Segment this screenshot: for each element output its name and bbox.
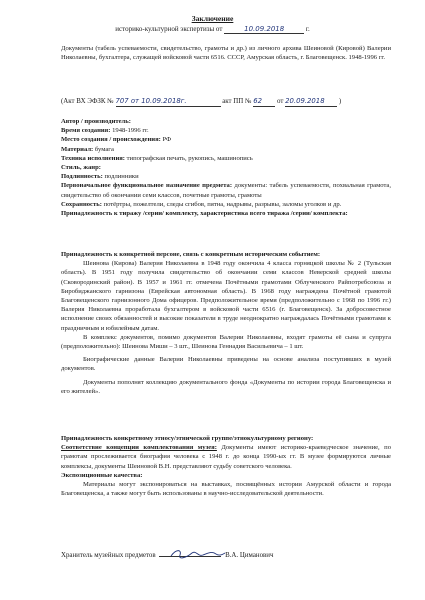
act-value-field [116,97,221,107]
act-app-of: от [277,98,284,105]
act-line [61,97,391,107]
act-value: 707 от 10.09.2018г. [115,97,187,105]
act-app-number: 62 [253,97,263,105]
fields-block [61,117,391,218]
field-material: Материал: бумага [61,145,114,153]
document-title: Заключение [191,14,234,23]
expertise-prefix: историко-культурной экспертизы от [115,25,223,33]
handwritten-signature [168,546,228,562]
person-paragraph-4: Документы пополнят коллекцию документального фонда «Документы по истории города Благовещенска и его жителей». [61,378,391,395]
field-style: Стиль, жанр: [61,164,101,172]
person-section [61,250,391,396]
intro-paragraph: Документы (табель успеваемости, свидетельство, грамоты и др.) из личного архива Шеиновой (Кировой) Валерии Николаевны, бухгалтера, служащей войсковой части 6516. СССР, Амурская область, г. Благовещенск. 1948-1996 гг. [61,45,391,62]
field-authenticity: Подлинность: подлинники [61,173,139,181]
field-compliance: Соответствие концепции комплектования музея: Документы имеют историко-краеведческое значение, по грамотам прослеживается биография человека с 1948 г. до конца 1990-ых гг. В музее формируются личные комплексы, документы Шеиновой В.Н. представляют судьбу советского человека. [61,444,391,470]
field-ethno: Принадлежность конкретному этносу/этнической группе/этнокультурному региону: [61,435,314,442]
act-app-date: 20.09.2018 [285,97,325,105]
expertise-date: 10.09.2018 [244,25,285,33]
expertise-line [0,25,425,34]
signature-name: В.А. Циманович [225,552,274,559]
field-condition: Сохранность: потёртры, пожелтели, следы сгибов, пятна, надрывы, разрывы, заломы уголков и др. [61,200,342,208]
act-app-date-field [285,97,337,107]
expertise-suffix: г. [305,25,310,33]
act-suffix: ) [338,98,342,105]
exposition-heading: Экспозиционные качества: [61,471,143,479]
expertise-date-field [224,25,304,34]
act-app-number-field [253,97,275,107]
museum-section [61,434,391,498]
field-purpose: Первоначальное функциональное назначение предмета: документы: табель успеваемости, похвальная грамота, свидетельство об окончании семи классов, почетные грамоты, грамоты [61,182,392,199]
act-prefix: (Акт ВХ ЭФЗК № [61,98,114,105]
field-author: Автор / производитель: [61,118,131,125]
field-edition: Принадлежность к тиражу /серии/ комплекту, характеристика всего тиража /серии/ комплекта: [61,210,348,218]
field-place: Место создания / происхождения: РФ [61,136,172,144]
signature-role: Хранитель музейных предметов [61,552,156,559]
field-technique: Техника исполнения: типографская печать, рукопись, машинопись [61,154,253,162]
person-paragraph-2: В комплекс документов, помимо документов Валерии Николаевны, входят грамоты её сына и супруга (предположительно): Шеинова Миши – 3 шт., Шеинова Геннадия Васильевича – 1 шт. [61,333,391,351]
person-paragraph-1: Шеинова (Кирова) Валерия Николаевна в 1948 году окончила 4 класса горняцкой школы № 2 (Тульская область). В 1951 году получила свидетельство об окончании семи классов Неверской средней школы (Сковородинский район). В 1957 и 1961 гг. отмечена Почётными грамотами Облученского Райпотребсоюза и Биробиджанского гарнизона (Еврейская автономная область). В 1968 году награждена Почётной грамотой Благовещенского гарнизонного Дома офицеров. Предположительное время (предположительно с 1968 по 1996 гг.) Валерия Николаевна проработала бухгалтером в войсковой части 6516 (г. Благовещенск). За добросовестное исполнение своих обязанностей и высокие показатели в труде неоднократно награждалась Почётными грамотами к праздничным и юбилейным датам. [61,260,391,332]
act-app-prefix: акт ПП № [222,98,252,105]
exposition-text: Материалы могут экспонироваться на выставках, посвящённых истории Амурской области и города Благовещенска, а также могут быть использованы в научно-исследовательской деятельности. [61,481,391,498]
person-paragraph-3: Биографические данные Валерии Николаевны приведены на основе анализа поступивших в музей документов. [61,356,391,373]
person-heading: Принадлежность к конкретной персоне, связь с конкретным историческим событием: [61,251,321,258]
field-time: Время создания: 1948-1996 гг. [61,127,149,135]
